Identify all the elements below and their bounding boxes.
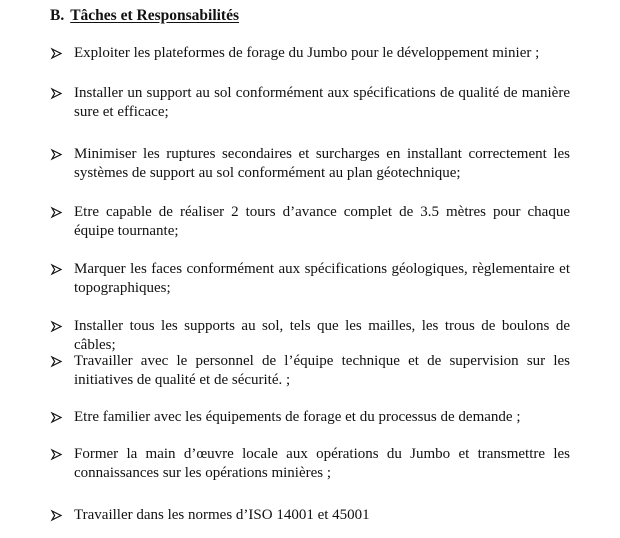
arrowhead-bullet-icon [50, 260, 64, 279]
list-item-text: Exploiter les plateformes de forage du Jumbo pour le développement minier ; [74, 45, 540, 61]
list-item [50, 352, 570, 390]
list-item [50, 260, 570, 298]
list-item [50, 445, 570, 483]
arrowhead-bullet-icon [50, 44, 64, 63]
list-item [50, 506, 570, 525]
section-heading [50, 6, 239, 26]
arrowhead-bullet-icon [50, 506, 64, 525]
list-item-text: Installer tous les supports au sol, tels que les mailles, les trous de boulons de câbles; [74, 318, 570, 353]
arrowhead-bullet-icon [50, 84, 64, 103]
list-item-text: Etre familier avec les équipements de forage et du processus de demande ; [74, 409, 521, 425]
list-item [50, 203, 570, 241]
arrowhead-bullet-icon [50, 445, 64, 464]
list-item [50, 84, 570, 122]
arrowhead-bullet-icon [50, 203, 64, 222]
section-letter: B. [50, 7, 65, 24]
list-item [50, 408, 570, 427]
list-item-text: Marquer les faces conformément aux spécifications géologiques, règlementaire et topographiques; [74, 261, 570, 296]
list-item [50, 145, 570, 183]
arrowhead-bullet-icon [50, 317, 64, 336]
arrowhead-bullet-icon [50, 352, 64, 371]
list-item-text: Former la main d’œuvre locale aux opérations du Jumbo et transmettre les connaissances sur les opérations minières ; [74, 446, 570, 481]
list-item-text: Installer un support au sol conformément aux spécifications de qualité de manière sure et efficace; [74, 85, 570, 120]
list-item [50, 317, 570, 355]
list-item-text: Travailler dans les normes d’ISO 14001 et 45001 [74, 507, 370, 523]
list-item-text: Etre capable de réaliser 2 tours d’avance complet de 3.5 mètres pour chaque équipe tournante; [74, 204, 570, 239]
arrowhead-bullet-icon [50, 408, 64, 427]
list-item-text: Travailler avec le personnel de l’équipe technique et de supervision sur les initiatives de qualité et de sécurité. ; [74, 353, 570, 388]
section-title: Tâches et Responsabilités [70, 7, 240, 24]
list-item [50, 44, 570, 63]
arrowhead-bullet-icon [50, 145, 64, 164]
list-item-text: Minimiser les ruptures secondaires et surcharges en installant correctement les systèmes de support au sol conformément au plan géotechnique; [74, 146, 570, 181]
